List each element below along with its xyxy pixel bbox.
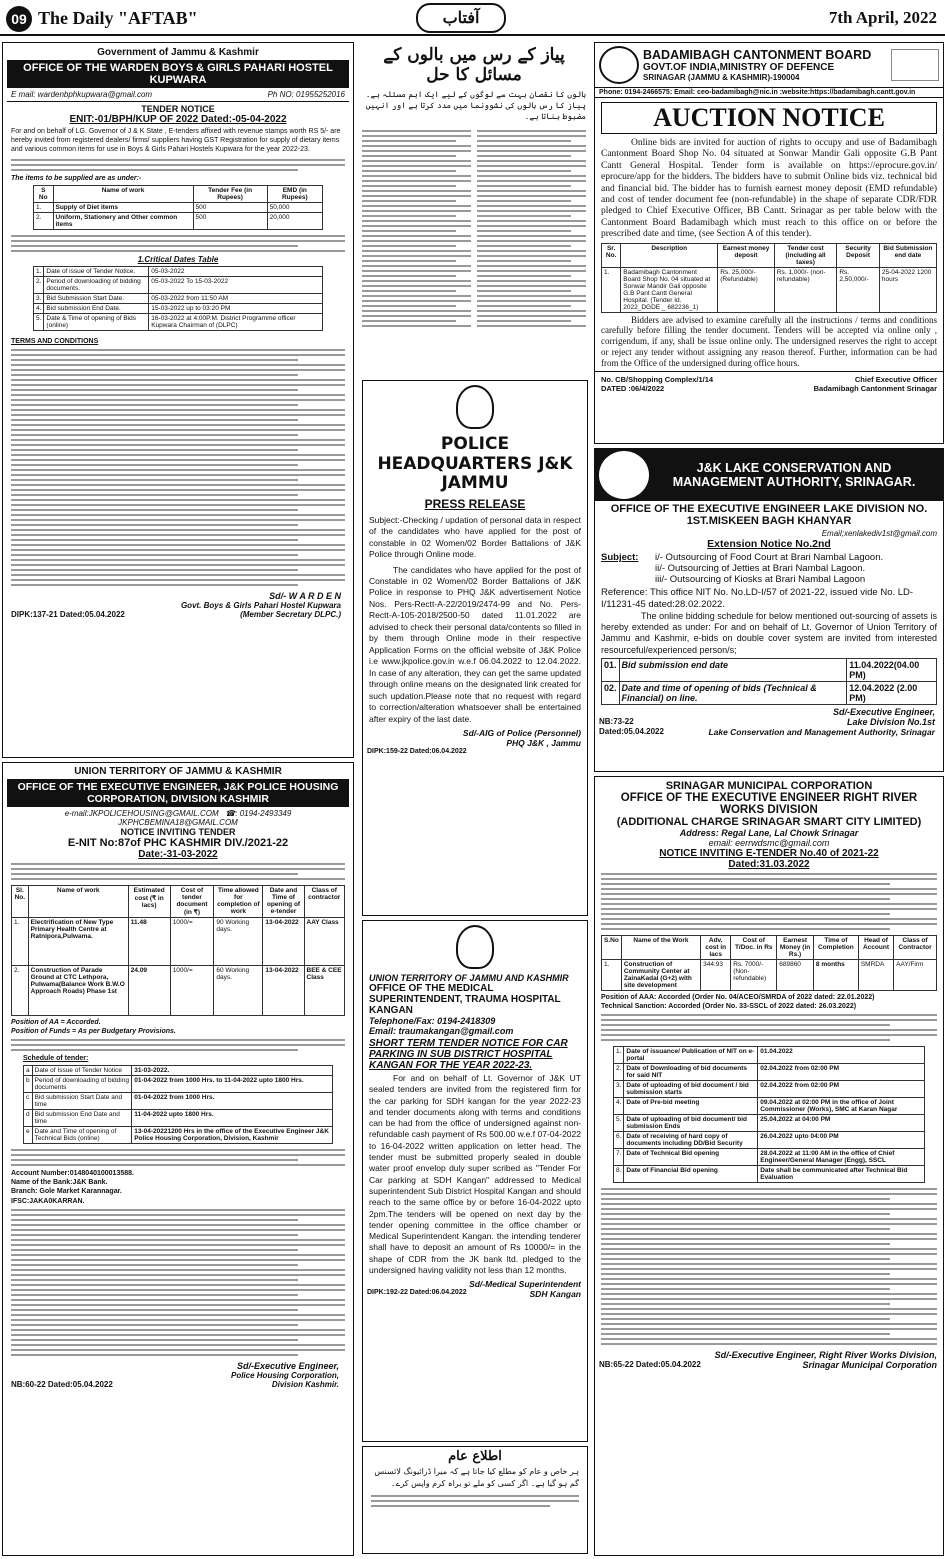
- table-row: [614, 1115, 925, 1132]
- position-funds: Position of Funds = As per Budgetary Provisions.: [11, 1028, 176, 1036]
- table-row: [12, 966, 345, 1016]
- table-cell: 500: [193, 203, 267, 213]
- notice-date: Dated:31.03.2022: [728, 859, 810, 870]
- table-cell: Construction of Parade Ground at CTC Lethpora, Pulwama(Balance Work B.W.O Approach Roads) Phase 1st: [28, 966, 128, 1016]
- table-cell: 15-03-2022 up to 03:20 PM: [149, 304, 323, 314]
- office-phone: 0194-2493349: [239, 809, 292, 818]
- table-cell: 13-04-2022: [263, 966, 304, 1016]
- table-cell: 60 Working days.: [214, 966, 263, 1016]
- office-email: e-mail:JKPOLICEHOUSING@GMAIL.COM: [64, 809, 219, 818]
- table-cell: 2.: [12, 966, 29, 1016]
- subject-item: iii/- Outsourcing of Kiosks at Brari Nambal Lagoon: [655, 574, 866, 585]
- police-emblem-icon: [456, 385, 494, 429]
- board-contact: Phone: 0194-2466575: Email: ceo-badamibagh@nic.in :website:https://badamibagh.cantt.gov.in: [595, 87, 943, 98]
- signature: Sd/-Executive Engineer, Right River Works Division,: [714, 1350, 937, 1361]
- table-cell: 5.: [34, 314, 44, 331]
- table-header: Name of the Work: [621, 936, 700, 960]
- notes-text-lines: [595, 1188, 943, 1345]
- table-cell: 7.: [614, 1149, 624, 1166]
- table-row: [34, 267, 323, 277]
- table-cell: Date of Pre-bid meeting: [624, 1098, 758, 1115]
- police-housing-tender: UNION TERRITORY OF JAMMU & KASHMIR OFFICE OF THE EXECUTIVE ENGINEER, J&K POLICE HOUSING CORPORATION, DIVISION KASHMIR e-mail:JKPOLICEHOUSING@GMAIL.COM ☎: 0194-2493349 JKPHCBEMINA18@GMAIL.COM NOTICE INVITING TENDER E-NIT No:87of PHC KASHMIR DIV./2021-22 Date:-31-03-2022 Sl. No. Name of work Estimated cost (₹ in lacs) Cost of tender document (in ₹) Time allowed for completion of work Date and Time of opening of e-tender Class of contractor 1. Electrification of New Type Primary Health Centre at Ratnipora,Pulwama. 11.48 1000/= 90 Working days. 13-04-2022 AAY Class 2. Construction of Parade Ground at CTC Lethpora, Pulwama(Balance Work B.W.O Approach Roads) Phase 1st 24.09 1000/= 60 Working days. 13-04-2022 BEE & CEE Class Position of AA = Accorded. Position of Funds = As per Budgetary Provisions. Schedule of tender: a Date of Issue of Tender Notice 31-03-2022. b Period of downloading of bidding documents 01-04-2022 from 1000 Hrs. to 11-04-2022 upto 1800 Hrs. c Bid submission Start Date and time 01-04-2022 from 1000 Hrs. d Bid submission End Date and time 11-04-2022 upto 1800 Hrs. e Date and Time of opening of Technical Bids (online) 13-04-20221200 Hrs in the office of the Executive Engineer J&K Police Housing Corporation, Division, Kashmir Account Number:0148040100013588. Name of the Bank:J&K Bank. Branch: Gole Market Karannagar. IFSC:JAKA0KARRAN. Sd/-Executive Engineer, Police Housing Corporation, NB:60-22 Dated:05.04.2022 Division Kashmir.: [2, 762, 354, 1556]
- signature-office: SDH Kangan: [529, 1289, 581, 1300]
- table-header: Security Deposit: [837, 243, 880, 267]
- press-body: The candidates who have applied for the post of Constable in 02 Women/02 Border Battalions of J&K Police in response to PHQ J&K advertisement Notice Nos. Pers-Rectt-A-22/2019/2474-99 and No. Pers-Rectt-A-105-2018/2500-50 dated 11.01.2022 are advised to check their personal data/contents so filled in by them through Online mode in their respective Application Forms on the official website of J&K Police i.e www.jkpolice.gov.in w.e.f 06.04.2022 to 12.04.2022. In case of any alteration, they can get the same updated through online means on the designated link created for such updation.Please note that no request with regard to correction/alteration whatsoever shall be entertained after expiry of the last date.: [369, 564, 581, 724]
- lake-authority-notice: [594, 448, 944, 772]
- table-cell: 1000/=: [170, 918, 214, 966]
- table-cell: 1.: [602, 960, 622, 991]
- table-row: [24, 1127, 333, 1144]
- table-row: [614, 1064, 925, 1081]
- authority-name: Lake Conservation and Management Authority, Srinagar: [708, 726, 935, 737]
- auction-body: Online bids are invited for auction of rights to occupy and use of Badamibagh Cantonment Board Shop No. 04 situated at Sonwar Mandir Gali opposite G.B Pant Cantt General Hospital. Tender form is available on https://eprocure.gov.in/ eprocure/app for the bidders. The bidders have to submit Online bids viz. technical bid and financial bid. The bidder has to furnish earnest money deposit (EMD refundable) and cost of tender document fee (non-refundable) in the shape of separate CDR/FDR pledged to Chief Executive Officer, BB Cantt. Srinagar as per table below with the Cantonment Board Badamibagh which must reach to this office on or before the prescribed date and time, (see Section A of this tender).: [601, 138, 937, 240]
- table-header: Class of Contractor: [894, 936, 937, 960]
- table-header: Description: [621, 243, 718, 267]
- account-number: Account Number:0148040100013588.: [11, 1170, 134, 1178]
- table-cell: Rs. 25,000/- (Refundable): [718, 267, 775, 312]
- table-cell: 01.04.2022: [758, 1047, 925, 1064]
- nb-date: Dated:05.04.2022: [599, 726, 664, 736]
- signature: Sd/-AIG of Police (Personnel): [462, 728, 581, 739]
- extension-notice: Extension Notice No.2nd: [707, 538, 831, 550]
- reference-number: No. CB/Shopping Complex/1/14: [601, 374, 714, 384]
- table-cell: 31-03-2022.: [132, 1066, 333, 1076]
- schedule-title: Schedule of tender:: [23, 1055, 89, 1063]
- table-cell: 16-03-2022 at 4:00P.M. District Programme officer Kupwara Chairman of (DLPC): [149, 314, 323, 331]
- paper-name: The Daily "AFTAB": [38, 8, 198, 28]
- table-cell: 25-04-2022 1200 hours: [879, 267, 936, 312]
- additional-charge: (ADDITIONAL CHARGE SRINAGAR SMART CITY LIMITED): [616, 816, 922, 828]
- table-cell: 24.09: [128, 966, 170, 1016]
- office-email-2: JKPHCBEMINA18@GMAIL.COM: [118, 818, 238, 827]
- body-text-lines: [3, 159, 353, 171]
- dipk-number: DIPK:159-22 Dated:06.04.2022: [367, 748, 467, 756]
- urdu-text-lines: [363, 1495, 587, 1507]
- urdu-notice-body: ہر خاص و عام کو مطلع کیا جاتا ہے کہ میرا ڈرائیونگ لائسنس گم ہو گیا ہے۔ اگر کسی کو ملے تو براہ کرم واپس کرے۔: [374, 1467, 579, 1488]
- notice-number: ENIT:-01/BPH/KUP OF 2022 Dated:-05-04-2022: [69, 114, 287, 125]
- table-cell: 5.: [614, 1115, 624, 1132]
- table-row: [34, 203, 323, 213]
- position-aaa: Position of AAA: Accorded (Order No. 04/ACEO/SMRDA of 2022 dated: 22.01.2022): [601, 994, 875, 1001]
- body-text-lines: [3, 863, 353, 880]
- table-header: Time of Completion: [813, 936, 858, 960]
- table-cell: Construction of Community Center at ZainaKadal (G+2) with site development: [621, 960, 700, 991]
- table-row: [614, 1149, 925, 1166]
- items-table: [33, 185, 323, 230]
- table-cell: 1.: [34, 203, 54, 213]
- table-cell: 4.: [34, 304, 44, 314]
- table-cell: Rs. 7000/- (Non-refundable): [731, 960, 777, 991]
- office-email: email: eerrwdsmc@gmail.com: [708, 838, 830, 848]
- table-cell: Date of issuance/ Publication of NIT on e-portal: [624, 1047, 758, 1064]
- critical-dates-table: [33, 266, 323, 331]
- signature: Sd/-Executive Engineer,: [236, 1360, 339, 1371]
- table-cell: 344.93: [701, 960, 731, 991]
- corporation-title: SRINAGAR MUNICIPAL CORPORATION: [665, 780, 873, 792]
- table-cell: 1000/=: [170, 966, 214, 1016]
- table-header: Tender Fee (in Rupees): [193, 186, 267, 203]
- office-email: E mail: wardenbphkupwara@gmail.com: [11, 90, 153, 99]
- auction-table: [601, 243, 937, 313]
- notice-intro: For and on behalf of LG. Governor of J & K State , E-tenders affixed with revenue stamps worth RS 5/- are hereby invited from registered dealers/ firms/ suppliers having GST Registration for supply of dietary items and various common items for use in Boys & Girls Pahari Hostels Kupwara for the year 2022-23.: [11, 128, 341, 154]
- table-row: [602, 658, 937, 681]
- table-header: Adv. cost in lacs: [701, 936, 731, 960]
- table-cell: Date of Financial Bid opening: [624, 1166, 758, 1183]
- bank-ifsc: IFSC:JAKA0KARRAN.: [11, 1197, 85, 1205]
- board-title: BADAMIBAGH CANTONMENT BOARD: [643, 48, 872, 62]
- table-cell: Date of uploading of bid document / bid submission starts: [624, 1081, 758, 1098]
- body-text-lines: [3, 1039, 353, 1051]
- auction-footer: Bidders are advised to examine carefully all the instructions / terms and conditions carefully before filling the tender document. Tenders will be accepted via online only , corrigendum, if any, shall be issue online only. The undersigned reserves the right to accept or reject any tender without assigning any reason thereof. Further, information can be had from the Office of the undersigned during office hours.: [601, 314, 937, 368]
- table-row: [12, 918, 345, 966]
- office-heading: OFFICE OF THE WARDEN BOYS & GIRLS PAHARI HOSTEL KUPWARA: [7, 60, 349, 88]
- table-cell: 01.: [602, 658, 620, 681]
- table-row: [34, 213, 323, 230]
- table-header: Class of contractor: [304, 886, 344, 918]
- table-row: [34, 314, 323, 331]
- office-phone: Ph NO: 01955252016: [267, 90, 345, 99]
- smc-tender-notice: [594, 776, 944, 1556]
- signature-office: Govt. Boys & Girls Pahari Hostel Kupwara: [180, 601, 341, 611]
- terms-text-lines: [3, 349, 353, 586]
- table-cell: 11-04-2022 upto 1800 Hrs.: [132, 1110, 333, 1127]
- body-text-lines: [3, 235, 353, 252]
- table-cell: 28.04.2022 at 11:00 AM in the office of Chief Engineer/General Manager (Engg), SSCL: [758, 1149, 925, 1166]
- signature-office: Lake Division No.1st: [846, 716, 935, 727]
- lake-body: The online bidding schedule for below mentioned out-sourcing of assets is hereby extended as under: For and on behalf of Lt. Governor of Union Territory of Jammu and Kashmir, e-bids on double cover system are invited from interested resourceful/experienced person/s;: [601, 610, 937, 655]
- table-header: S.No: [602, 936, 622, 960]
- table-cell: 01-04-2022 from 1000 Hrs. to 11-04-2022 upto 1800 Hrs.: [132, 1076, 333, 1093]
- lake-schedule-table: [601, 658, 937, 705]
- table-row: [614, 1047, 925, 1064]
- table-cell: Period of downloading of bidding documents.: [44, 277, 149, 294]
- cantonment-logo-icon: [599, 46, 639, 84]
- dipk-number: DIPK:192-22 Dated:06.04.2022: [367, 1289, 467, 1297]
- table-cell: Date and Time of opening of Technical Bids (online): [32, 1127, 132, 1144]
- issue-date: 7th April, 2022: [828, 8, 937, 27]
- table-cell: 12.04.2022 (2.00 PM): [847, 681, 937, 704]
- table-header: Sr. No.: [602, 243, 621, 267]
- table-cell: c: [24, 1093, 33, 1110]
- lake-authority-logo-icon: [599, 451, 649, 499]
- table-header: S No: [34, 186, 54, 203]
- notice-number: NOTICE INVITING E-TENDER No.40 of 2021-22: [659, 848, 879, 859]
- technical-sanction: Technical Sanction: Accorded (Order No. 33-SSCL of 2022 dated: 26.03.2022): [601, 1003, 857, 1011]
- table-cell: 3.: [34, 294, 44, 304]
- table-cell: Date of Issue of Tender Notice: [32, 1066, 132, 1076]
- urdu-text-lines: [477, 127, 586, 330]
- reference-date: DATED :06/4/2022: [601, 383, 665, 393]
- table-cell: a: [24, 1066, 33, 1076]
- office-heading: OFFICE OF THE EXECUTIVE ENGINEER RIGHT RIVER WORKS DIVISION: [620, 792, 918, 816]
- table-cell: 1.: [614, 1047, 624, 1064]
- signature-office: PHQ J&K , Jammu: [506, 738, 581, 749]
- signature-office: Badamibagh Cantonment Srinagar: [813, 383, 937, 393]
- table-row: [602, 960, 937, 991]
- gov-heading: GOVT.OF INDIA,MINISTRY OF DEFENCE: [643, 62, 835, 73]
- masthead: [0, 0, 945, 36]
- nb-number: NB:60-22 Dated:05.04.2022: [11, 1379, 113, 1389]
- table-cell: Rs. 2,50,000/-: [837, 267, 880, 312]
- works-table: [11, 885, 345, 1016]
- office-heading: OFFICE OF THE EXECUTIVE ENGINEER, J&K POLICE HOUSING CORPORATION, DIVISION KASHMIR: [7, 779, 349, 807]
- signature: Chief Executive Officer: [854, 374, 937, 384]
- table-row: [614, 1081, 925, 1098]
- table-cell: 11.04.2022(04.00 PM): [847, 658, 937, 681]
- table-header: Tender cost (including all taxes): [774, 243, 837, 267]
- table-row: [24, 1076, 333, 1093]
- table-header: Sl. No.: [12, 886, 29, 918]
- office-heading: OFFICE OF THE MEDICAL SUPERINTENDENT, TRAUMA HOSPITAL KANGAN: [369, 983, 561, 1016]
- cantonment-auction-notice: [594, 42, 944, 444]
- table-cell: Bid submission End Date.: [44, 304, 149, 314]
- bank-name: Name of the Bank:J&K Bank.: [11, 1179, 108, 1187]
- page-number: 09: [6, 6, 32, 32]
- table-cell: AAY/Firm: [894, 960, 937, 991]
- table-cell: SMRDA: [858, 960, 893, 991]
- table-cell: 4.: [614, 1098, 624, 1115]
- table-header: Date and Time of opening of e-tender: [263, 886, 304, 918]
- notice-title: TENDER NOTICE: [141, 104, 215, 114]
- table-row: [614, 1098, 925, 1115]
- press-subtitle: PRESS RELEASE: [424, 496, 526, 511]
- table-cell: 11.48: [128, 918, 170, 966]
- table-cell: 05-03-2022 To 15-03-2022: [149, 277, 323, 294]
- office-phone: Telephone/Fax: 0194-2418309: [369, 1016, 496, 1026]
- table-row: [34, 277, 323, 294]
- table-cell: 8.: [614, 1166, 624, 1183]
- office-address: Address: Regal Lane, Lal Chowk Srinagar: [679, 828, 859, 838]
- table-cell: 26.04.2022 upto 04:00 PM: [758, 1132, 925, 1149]
- body-text-lines: [3, 1209, 353, 1356]
- schedule-title: 1.Critical Dates Table: [137, 255, 219, 265]
- urdu-headline: پیاز کے رس میں بالوں کے مسائل کا حل: [383, 45, 565, 85]
- table-cell: Bid submission Start Date and time: [32, 1093, 132, 1110]
- table-cell: 2.: [614, 1064, 624, 1081]
- body-text-lines: [3, 1149, 353, 1166]
- table-header: EMD (in Rupees): [267, 186, 322, 203]
- table-cell: BEE & CEE Class: [304, 966, 344, 1016]
- table-row: [614, 1166, 925, 1183]
- table-header: Earnest Money (in Rs.): [777, 936, 814, 960]
- table-cell: Date shall be communicated after Technical Bid Evaluation: [758, 1166, 925, 1183]
- police-press-release: [362, 380, 588, 916]
- smc-schedule-table: [613, 1046, 925, 1183]
- ut-heading: UNION TERRITORY OF JAMMU AND KASHMIR: [369, 973, 569, 983]
- notice-date: Date:-31-03-2022: [138, 849, 218, 860]
- subject-item: i/- Outsourcing of Food Court at Brari Nambal Lagoon.: [655, 552, 884, 563]
- table-cell: Period of downloading of bidding documents: [32, 1076, 132, 1093]
- position-aa: Position of AA = Accorded.: [11, 1019, 101, 1026]
- table-cell: Rs. 1,000/- (non-refundable): [774, 267, 837, 312]
- signature-office: Police Housing Corporation,: [230, 1370, 339, 1380]
- bank-branch: Branch: Gole Market Karannagar.: [11, 1188, 122, 1196]
- table-cell: 2.: [34, 277, 44, 294]
- table-cell: Date of Technical Bid opening: [624, 1149, 758, 1166]
- auction-title: AUCTION NOTICE: [601, 102, 937, 134]
- table-row: [34, 304, 323, 314]
- table-cell: d: [24, 1110, 33, 1127]
- office-email: Email;xenlakediv1st@gmail.com: [821, 529, 937, 538]
- table-cell: 3.: [614, 1081, 624, 1098]
- table-cell: Supply of Diet items: [53, 203, 193, 213]
- table-cell: Badamibagh Cantonment Board Shop No. 04 situated at Sonwar Mandir Gali opposite G.B Pant Cantt General Hospital. (Tender Id. 2022_DGDE _ 682236_1): [621, 267, 718, 312]
- press-subject: Subject:-Checking / updation of personal data in respect of the candidates who have applied for the post of constable in 02 Women/02 Border Battalions of J&K Police through Online mode.: [369, 514, 581, 560]
- signature: Sd/-Medical Superintendent: [469, 1279, 581, 1290]
- table-cell: e: [24, 1127, 33, 1144]
- hospital-tender: [362, 920, 588, 1442]
- urdu-paragraph: بالوں کا نقصان بہت سے لوگوں کے لیے ایک اہم مسئلہ ہے۔ پیاز کا رس بالوں کی نشوونما میں مدد کرتا ہے اور انہیں مضبوط بناتا ہے۔: [365, 90, 586, 122]
- table-row: [34, 294, 323, 304]
- urdu-public-notice: [362, 1446, 588, 1554]
- table-cell: 02.04.2022 from 02:00 PM: [758, 1064, 925, 1081]
- table-cell: 02.: [602, 681, 620, 704]
- body-text-lines: [595, 873, 943, 930]
- table-cell: 2.: [34, 213, 54, 230]
- table-cell: Bid Submission Start Date.: [44, 294, 149, 304]
- terms-title: TERMS AND CONDITIONS: [11, 338, 99, 346]
- table-header: Time allowed for completion of work: [214, 886, 263, 918]
- table-header: Earnest money deposit: [718, 243, 775, 267]
- nb-number: NB:65-22 Dated:05.04.2022: [599, 1360, 701, 1370]
- table-cell: Date of receiving of hard copy of documents including DD/Bid Security: [624, 1132, 758, 1149]
- table-cell: 50,000: [267, 203, 322, 213]
- notice-title: NOTICE INVITING TENDER: [120, 827, 236, 837]
- signature-division: Division Kashmir.: [271, 1379, 339, 1389]
- table-cell: 20,000: [267, 213, 322, 230]
- table-cell: Date of Downloading of bid documents for said NIT: [624, 1064, 758, 1081]
- table-row: [24, 1093, 333, 1110]
- national-emblem-icon: [456, 925, 494, 969]
- table-row: [602, 267, 937, 312]
- table-cell: 1.: [34, 267, 44, 277]
- table-cell: Date of uploading of bid document/ bid submission Ends: [624, 1115, 758, 1132]
- table-cell: 6.: [614, 1132, 624, 1149]
- items-title: The items to be supplied are as under:-: [11, 175, 142, 183]
- azadi-logo-icon: [891, 49, 939, 81]
- table-cell: Electrification of New Type Primary Health Centre at Ratnipora,Pulwama.: [28, 918, 128, 966]
- table-row: [24, 1066, 333, 1076]
- table-cell: 1.: [12, 918, 29, 966]
- urdu-notice-headline: اطلاع عام: [448, 1449, 502, 1464]
- authority-title: J&K LAKE CONSERVATION AND MANAGEMENT AUTHORITY, SRINAGAR.: [672, 461, 916, 489]
- table-header: Name of work: [53, 186, 193, 203]
- table-cell: 05-03-2022: [149, 267, 323, 277]
- urdu-article: [358, 42, 590, 378]
- nb-number: NB:73-22: [599, 716, 634, 726]
- table-cell: 09.04.2022 at 02:00 PM in the office of Joint Commissioner (Works), SMC at Karan Nagar: [758, 1098, 925, 1115]
- tender-body: For and on behalf of Lt. Governor of J&K UT sealed tenders are invited from the registered firm for the car parking for SDH kangan for the year 2022-23 and tender documents along with terms and conditions can be had from the office of undersigned against non-refundable cash payment of Rs 500.00 w.e.f 07-04-2022 to 16-04-2022 written application on letter head. The tender must be submitted properly sealed in double water proof envelop duly super scribed as "Tender For Car parking at SDH Kangan" addressed to Medical superintendent Sub District Hospital Kangan and should reach to the same office by or before 16-04-2022 upto 2pm.The tenders will be opened on next day by the tender opening committee in the office chamber or Medical Superintendent Kangan. the intending tenderer shall have to deposit an amount of Rs 10000/= in the shape of CDR from the JK bank ltd. pledged to the undersigned having validity not less than 12 months.: [369, 1073, 581, 1276]
- subject-item: ii/- Outsourcing of Jetties at Brari Nambal Lagoon.: [655, 563, 866, 574]
- table-cell: 13-04-2022: [263, 918, 304, 966]
- reference-text: Reference: This office NIT No. No.LD-I/57 of 2021-22, issued vide No. LD-I/11231-45 dated:28.02.2022.: [601, 587, 914, 610]
- body-text-lines: [595, 1014, 943, 1041]
- table-header: Cost of tender document (in ₹): [170, 886, 214, 918]
- table-header: Cost of T/Doc. in Rs: [731, 936, 777, 960]
- table-cell: 90 Working days.: [214, 918, 263, 966]
- table-header: Estimated cost (₹ in lacs): [128, 886, 170, 918]
- dipk-number: DIPK:137-21 Dated:05.04.2022: [11, 610, 125, 620]
- schedule-table: [23, 1065, 333, 1144]
- table-cell: 05-03-2022 from 11:50 AM: [149, 294, 323, 304]
- signature-office: Srinagar Municipal Corporation: [802, 1360, 937, 1371]
- table-cell: Date & Time of opening of Bids (online): [44, 314, 149, 331]
- newspaper-logo: آفتاب: [416, 3, 506, 33]
- ut-heading: UNION TERRITORY OF JAMMU & KASHMIR: [74, 766, 282, 777]
- table-cell: 1.: [602, 267, 621, 312]
- table-header: Name of work: [28, 886, 128, 918]
- smc-works-table: [601, 935, 937, 991]
- table-row: [614, 1132, 925, 1149]
- table-cell: 8 months: [813, 960, 858, 991]
- table-cell: Bid submission End Date and time: [32, 1110, 132, 1127]
- table-cell: Uniform, Stationery and Other common items: [53, 213, 193, 230]
- signature: Sd/-Executive Engineer,: [832, 706, 935, 717]
- table-header: Head of Account: [858, 936, 893, 960]
- tender-title: SHORT TERM TENDER NOTICE FOR CAR PARKING IN SUB DISTRICT HOSPITAL KANGAN FOR THE YEAR 2022-23.: [369, 1038, 568, 1071]
- table-cell: b: [24, 1076, 33, 1093]
- signature: Sd/- W A R D E N: [269, 591, 341, 602]
- signature-member: (Member Secretary DLPC.): [240, 610, 341, 620]
- table-cell: 689860: [777, 960, 814, 991]
- office-email: Email: traumakangan@gmail.com: [369, 1026, 514, 1036]
- table-cell: 25.04.2022 at 04:00 PM: [758, 1115, 925, 1132]
- press-title: POLICE HEADQUARTERS J&K JAMMU: [377, 434, 573, 494]
- table-cell: AAY Class: [304, 918, 344, 966]
- table-cell: Date of issue of Tender Notice.: [44, 267, 149, 277]
- urdu-text-lines: [362, 127, 471, 330]
- table-cell: 02.04.2022 from 02:00 PM: [758, 1081, 925, 1098]
- table-cell: 13-04-20221200 Hrs in the office of the Executive Engineer J&K Police Housing Corporation, Division, Kashmir: [132, 1127, 333, 1144]
- board-address: SRINAGAR (JAMMU & KASHMIR)-190004: [643, 73, 800, 82]
- table-row: [24, 1110, 333, 1127]
- table-cell: Date and time of opening of bids (Technical & Financial) on line.: [619, 681, 847, 704]
- notice-number: E-NIT No:87of PHC KASHMIR DIV./2021-22: [67, 837, 289, 849]
- table-cell: Bid submission end date: [619, 658, 847, 681]
- table-cell: 01-04-2022 from 1000 Hrs.: [132, 1093, 333, 1110]
- table-header: Bid Submission end date: [879, 243, 936, 267]
- table-cell: 500: [193, 213, 267, 230]
- table-row: [602, 681, 937, 704]
- warden-tender-notice: [2, 42, 354, 758]
- subject-label: Subject:: [601, 552, 639, 563]
- office-heading: OFFICE OF THE EXECUTIVE ENGINEER LAKE DIVISION NO. 1ST.MISKEEN BAGH KHANYAR: [610, 503, 928, 527]
- gov-heading: Government of Jammu & Kashmir: [97, 47, 259, 58]
